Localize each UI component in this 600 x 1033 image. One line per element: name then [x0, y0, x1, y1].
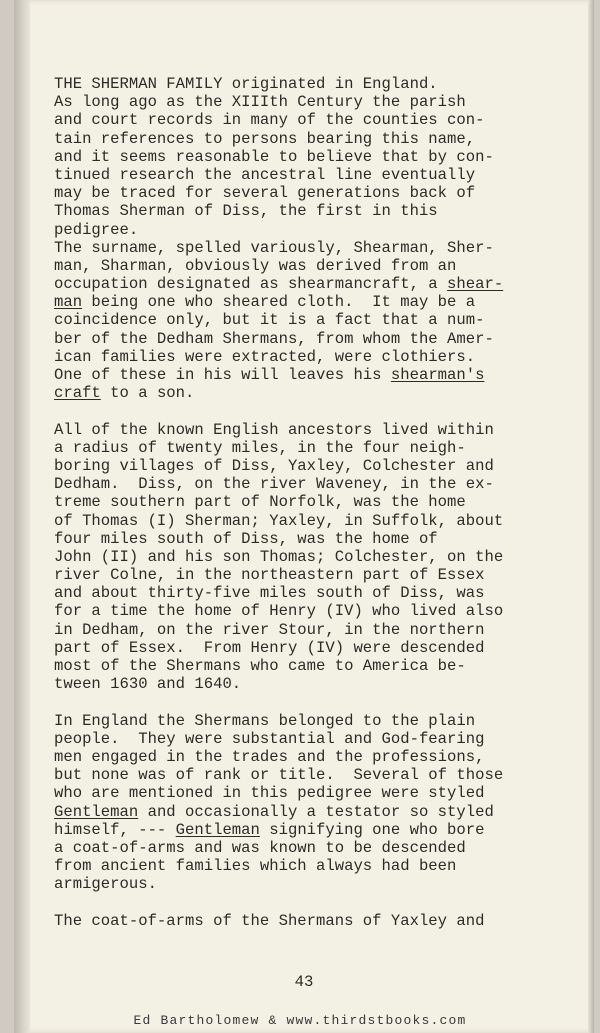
page-binding	[14, 0, 30, 1033]
underlined-text: Gentleman	[175, 820, 260, 839]
text-line	[54, 275, 584, 293]
text-segment: pedigree.	[54, 220, 139, 239]
text-line	[54, 366, 584, 384]
text-line	[54, 784, 584, 802]
text-line	[54, 311, 584, 329]
text-segment: to a son.	[100, 384, 195, 403]
text-segment: a radius of twenty miles, in the four neigh-	[54, 438, 466, 457]
text-line	[54, 621, 584, 639]
text-line	[54, 730, 584, 748]
text-segment: coincidence only, but it is a fact that a num-	[54, 311, 485, 330]
text-line	[54, 421, 584, 439]
text-segment: ber of the Dedham Shermans, from whom the Amer-	[54, 329, 494, 348]
paragraph-gap	[54, 893, 584, 911]
text-line	[54, 566, 584, 584]
text-segment: a coat-of-arms and was known to be descended	[54, 838, 466, 857]
credit-footer: Ed Bartholomew & www.thirdstbooks.com	[133, 1013, 467, 1028]
text-line	[54, 548, 584, 566]
paragraph-gap	[54, 402, 584, 420]
text-line	[54, 857, 584, 875]
text-segment: tinued research the ancestral line eventually	[54, 165, 476, 184]
text-line	[54, 475, 584, 493]
text-segment: and occasionally a testator so styled	[138, 802, 494, 821]
text-segment: and about thirty-five miles south of Diss, was	[54, 584, 485, 603]
text-line	[54, 348, 584, 366]
text-line	[54, 93, 584, 111]
text-line	[54, 766, 584, 784]
text-segment: boring villages of Diss, Yaxley, Colchester and	[54, 456, 494, 475]
text-segment: four miles south of Diss, was the home of	[54, 529, 438, 548]
text-segment: may be traced for several generations back of	[54, 184, 476, 203]
paragraph-gap	[54, 693, 584, 711]
body-text	[54, 75, 584, 930]
text-segment: and it seems reasonable to believe that by con-	[54, 147, 494, 166]
text-line	[54, 748, 584, 766]
text-line	[54, 657, 584, 675]
text-line	[54, 384, 584, 402]
text-line	[54, 148, 584, 166]
paragraph	[54, 912, 584, 930]
text-segment: for a time the home of Henry (IV) who lived also	[54, 602, 504, 621]
text-segment: part of Essex. From Henry (IV) were descended	[54, 638, 485, 657]
text-segment: The coat-of-arms of the Shermans of Yaxley and	[54, 911, 485, 930]
page-edge	[588, 0, 594, 1033]
underlined-text: Gentleman	[54, 802, 139, 821]
text-segment: signifying one who bore	[259, 820, 485, 839]
text-segment: THE SHERMAN FAMILY originated in England.	[54, 75, 438, 93]
text-segment: As long ago as the XIIIth Century the parish	[54, 93, 466, 112]
text-line	[54, 821, 584, 839]
text-line	[54, 493, 584, 511]
text-line	[54, 712, 584, 730]
text-line	[54, 293, 584, 311]
text-segment: Dedham. Diss, on the river Waveney, in the ex-	[54, 475, 494, 494]
text-line	[54, 639, 584, 657]
text-line	[54, 457, 584, 475]
text-line	[54, 221, 584, 239]
text-segment: river Colne, in the northeastern part of Essex	[54, 566, 485, 585]
text-segment: man, Sharman, obviously was derived from an	[54, 256, 457, 275]
paragraph	[54, 421, 584, 694]
text-line	[54, 202, 584, 220]
text-line	[54, 875, 584, 893]
text-line	[54, 912, 584, 930]
text-segment: who are mentioned in this pedigree were styled	[54, 784, 485, 803]
text-segment: All of the known English ancestors lived within	[54, 420, 494, 439]
paragraph	[54, 75, 584, 402]
text-line	[54, 257, 584, 275]
underlined-text: craft	[54, 384, 101, 403]
text-segment: The surname, spelled variously, Shearman, Sher-	[54, 238, 494, 257]
text-line	[54, 803, 584, 821]
paragraph	[54, 712, 584, 894]
text-line	[54, 512, 584, 530]
text-segment: but none was of rank or title. Several of those	[54, 766, 504, 785]
text-line	[54, 439, 584, 457]
text-segment: from ancient families which always had been	[54, 857, 457, 876]
text-line	[54, 839, 584, 857]
underlined-text: shearman's	[390, 366, 485, 384]
text-segment: people. They were substantial and God-fearing	[54, 729, 485, 748]
text-segment: treme southern part of Norfolk, was the home	[54, 493, 466, 512]
text-segment: John (II) and his son Thomas; Colchester, on the	[54, 547, 504, 566]
underlined-text: shear-	[447, 275, 504, 294]
underlined-text: man	[54, 293, 83, 312]
text-segment: occupation designated as shearmancraft, a	[54, 275, 448, 294]
book-page	[14, 0, 594, 1033]
text-segment: ican families were extracted, were clothiers.	[54, 347, 476, 366]
text-segment: men engaged in the trades and the professions,	[54, 747, 485, 766]
text-line	[54, 239, 584, 257]
text-line	[54, 75, 584, 93]
text-segment: being one who sheared cloth. It may be a	[82, 293, 476, 312]
text-line	[54, 166, 584, 184]
text-segment: Thomas Sherman of Diss, the first in this	[54, 202, 438, 221]
text-segment: tain references to persons bearing this name,	[54, 129, 476, 148]
text-segment: One of these in his will leaves his	[54, 366, 391, 384]
text-line	[54, 602, 584, 620]
text-line	[54, 584, 584, 602]
text-segment: armigerous.	[54, 875, 157, 894]
text-line	[54, 130, 584, 148]
text-line	[54, 330, 584, 348]
text-line	[54, 184, 584, 202]
page-number: 43	[294, 973, 314, 991]
text-segment: of Thomas (I) Sherman; Yaxley, in Suffolk, about	[54, 511, 504, 530]
text-segment: In England the Shermans belonged to the plain	[54, 711, 476, 730]
text-line	[54, 675, 584, 693]
text-segment: in Dedham, on the river Stour, in the northern	[54, 620, 485, 639]
text-line	[54, 530, 584, 548]
text-segment: himself, ---	[54, 820, 176, 839]
text-segment: tween 1630 and 1640.	[54, 675, 242, 694]
text-segment: and court records in many of the counties con-	[54, 111, 485, 130]
text-line	[54, 111, 584, 129]
text-segment: most of the Shermans who came to America be-	[54, 657, 466, 675]
